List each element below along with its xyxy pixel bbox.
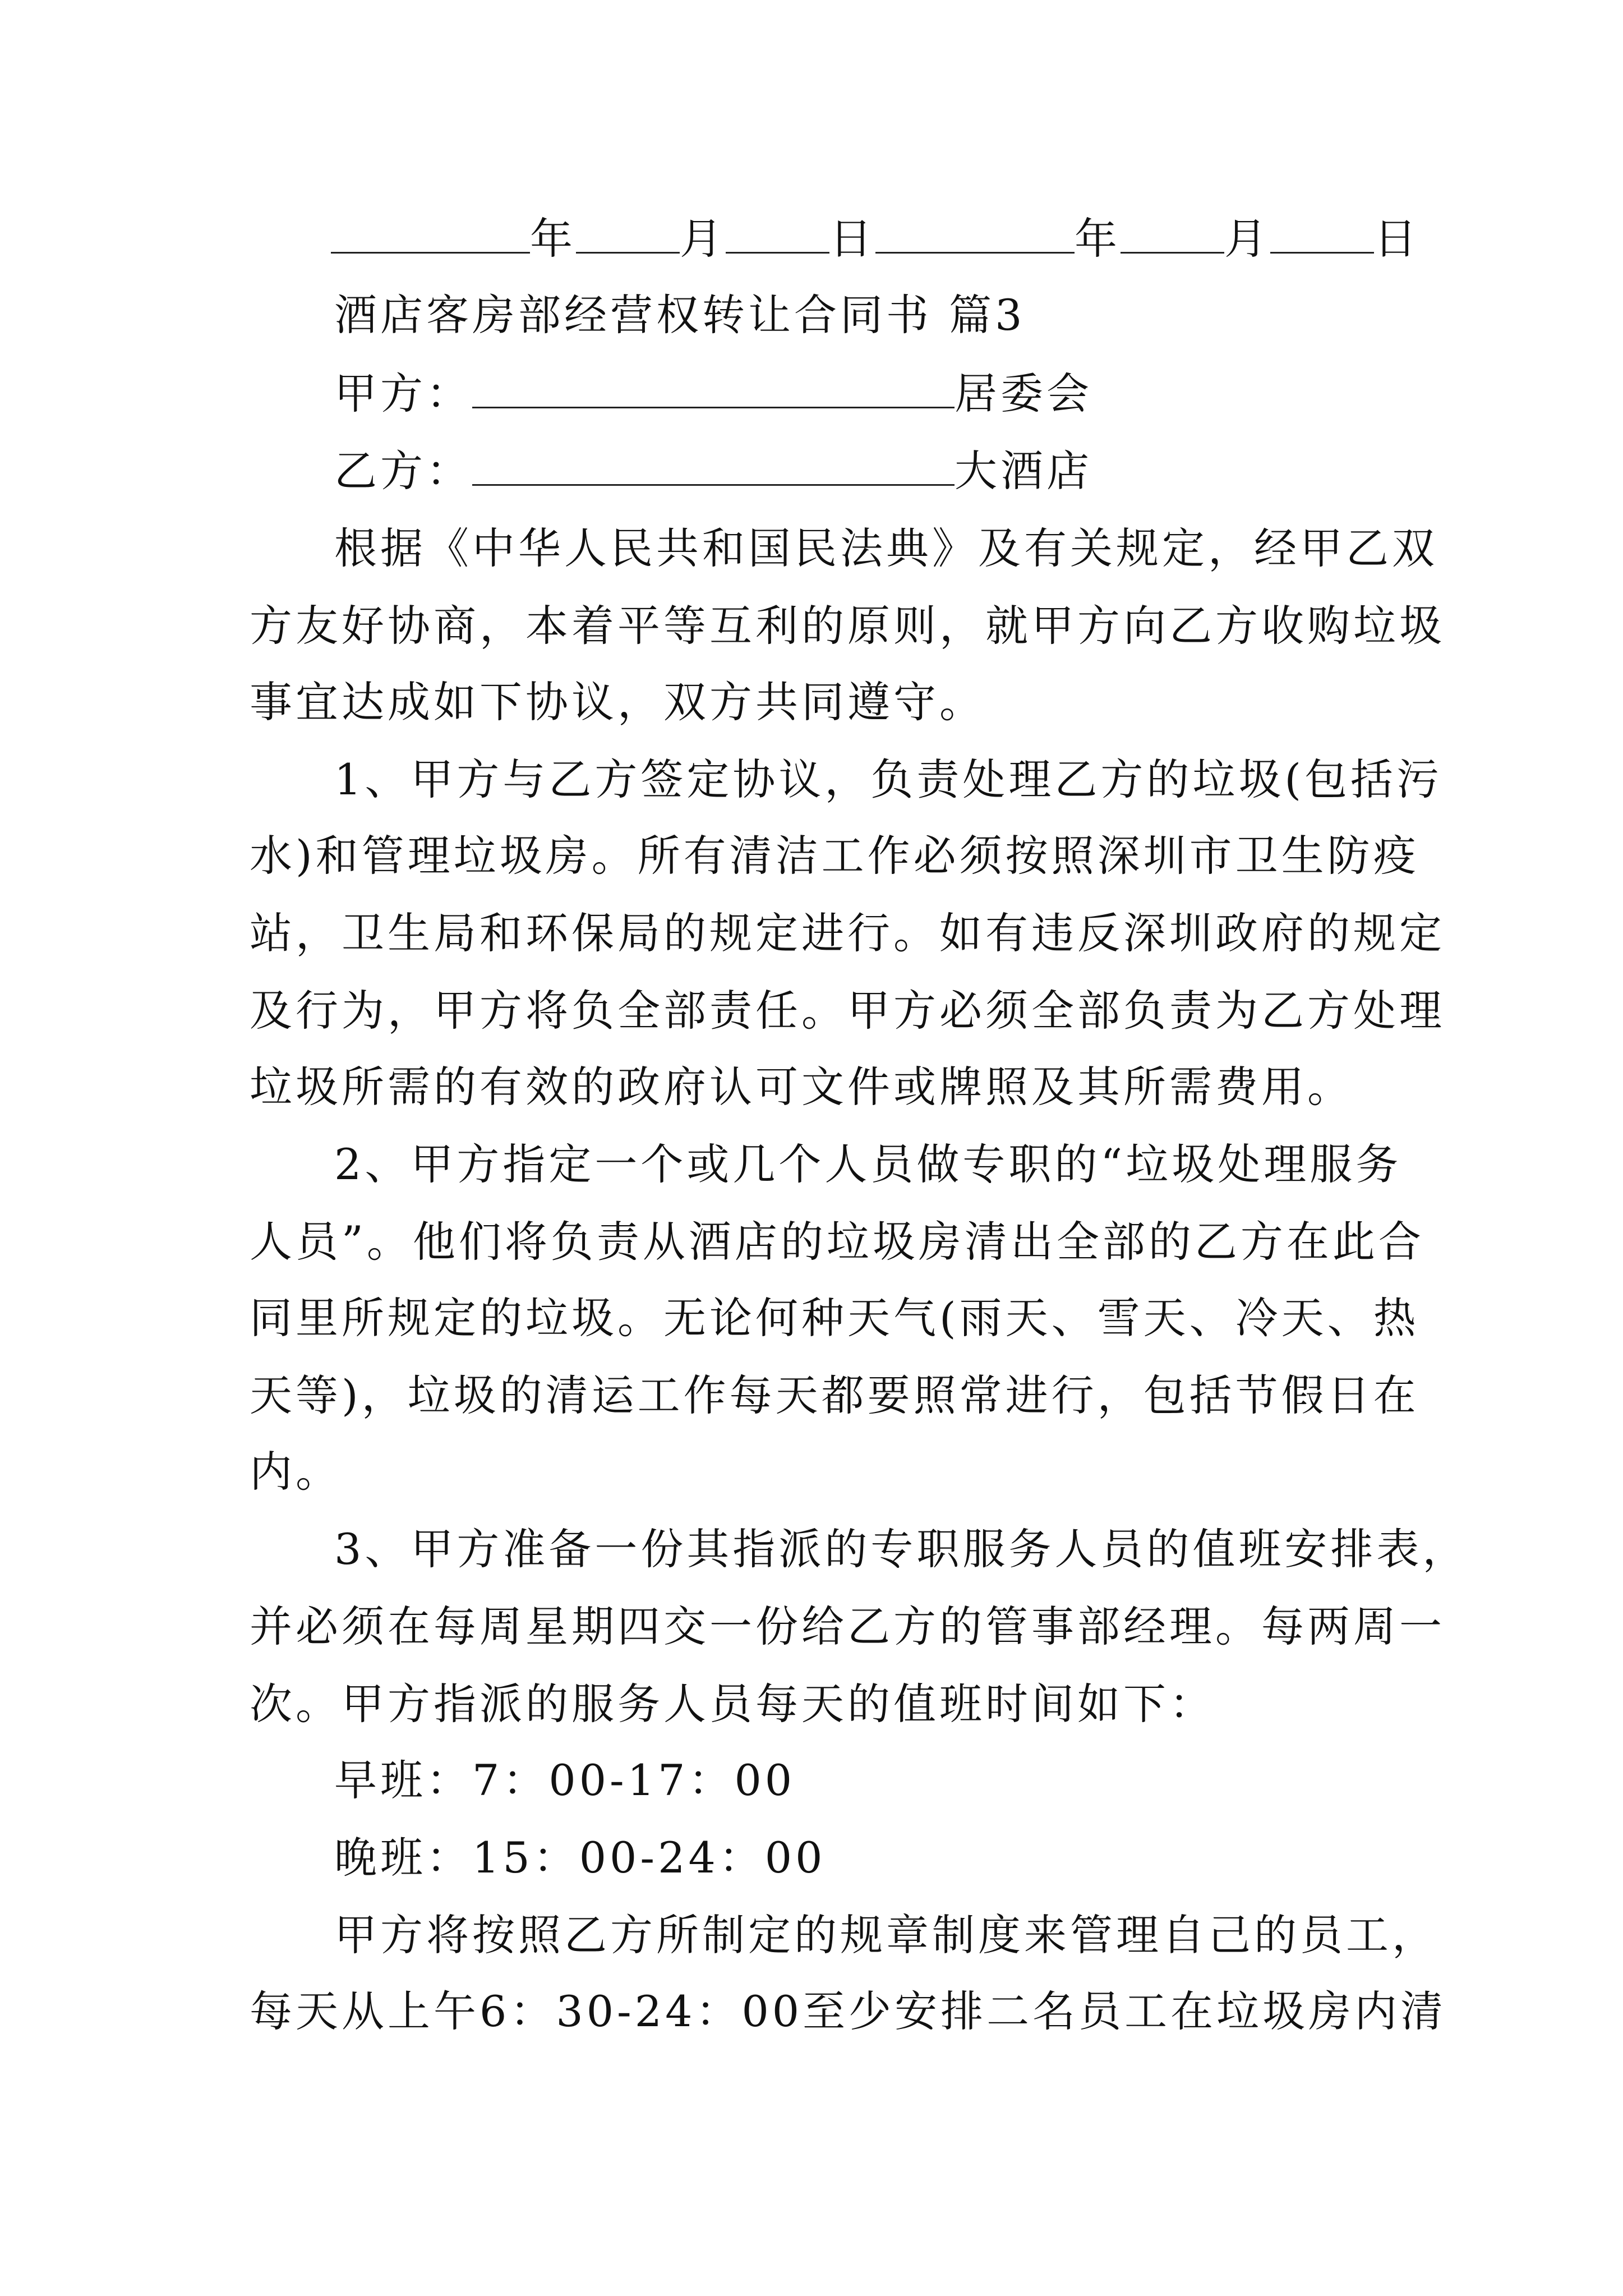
day-label-2: 日	[1374, 214, 1420, 264]
body-line: 站，卫生局和环保局的规定进行。如有违反深圳政府的规定	[250, 908, 1445, 958]
document-title: 酒店客房部经营权转让合同书 篇3	[334, 290, 1026, 340]
body-line: 1、甲方与乙方签定协议，负责处理乙方的垃圾(包括污	[334, 754, 1443, 804]
year-blank-2	[875, 213, 1075, 254]
body-line: 及行为，甲方将负全部责任。甲方必须全部负责为乙方处理	[250, 986, 1445, 1036]
day-blank-2	[1270, 213, 1374, 254]
party-b-blank	[472, 445, 955, 486]
year-blank-1	[331, 213, 530, 254]
party-a-blank	[472, 367, 955, 408]
party-a-row	[334, 366, 1092, 422]
month-blank-1	[576, 213, 680, 254]
body-line: 方友好协商，本着平等互利的原则，就甲方向乙方收购垃圾	[250, 601, 1445, 651]
body-line: 并必须在每周星期四交一份给乙方的管事部经理。每两周一	[250, 1602, 1445, 1651]
body-line: 次。甲方指派的服务人员每天的值班时间如下：	[250, 1679, 1215, 1729]
body-line: 天等)，垃圾的清运工作每天都要照常进行，包括节假日在	[250, 1370, 1419, 1420]
day-blank-1	[726, 213, 829, 254]
party-a-label: 甲方：	[334, 369, 472, 418]
date-row	[331, 211, 1420, 267]
party-a-suffix: 居委会	[955, 369, 1092, 418]
body-line: 水)和管理垃圾房。所有清洁工作必须按照深圳市卫生防疫	[250, 831, 1419, 881]
month-label-2: 月	[1224, 214, 1270, 264]
body-line: 甲方将按照乙方所制定的规章制度来管理自己的员工，	[334, 1910, 1438, 1960]
month-blank-2	[1121, 213, 1224, 254]
month-label-1: 月	[680, 214, 726, 264]
body-line: 3、甲方准备一份其指派的专职服务人员的值班安排表，	[334, 1524, 1469, 1574]
body-line: 垃圾所需的有效的政府认可文件或牌照及其所需费用。	[250, 1062, 1353, 1112]
body-line: 人员”。他们将负责从酒店的垃圾房清出全部的乙方在此合	[250, 1217, 1424, 1267]
body-line: 晚班：15：00-24：00	[334, 1833, 826, 1883]
body-line: 内。	[250, 1447, 342, 1497]
body-line: 根据《中华人民共和国民法典》及有关规定，经甲乙双	[334, 523, 1438, 573]
body-line: 每天从上午6：30-24：00至少安排二名员工在垃圾房内清	[250, 1986, 1447, 2036]
year-label-2: 年	[1075, 214, 1121, 264]
party-b-label: 乙方：	[334, 446, 472, 496]
party-b-row	[334, 443, 1092, 499]
body-line: 同里所规定的垃圾。无论何种天气(雨天、雪天、冷天、热	[250, 1293, 1419, 1343]
body-line: 早班：7：00-17：00	[334, 1755, 796, 1805]
year-label-1: 年	[530, 214, 576, 264]
body-line: 2、甲方指定一个或几个人员做专职的“垃圾处理服务	[334, 1139, 1402, 1189]
party-b-suffix: 大酒店	[955, 446, 1092, 496]
body-line: 事宜达成如下协议，双方共同遵守。	[250, 677, 985, 727]
day-label-1: 日	[829, 214, 875, 264]
